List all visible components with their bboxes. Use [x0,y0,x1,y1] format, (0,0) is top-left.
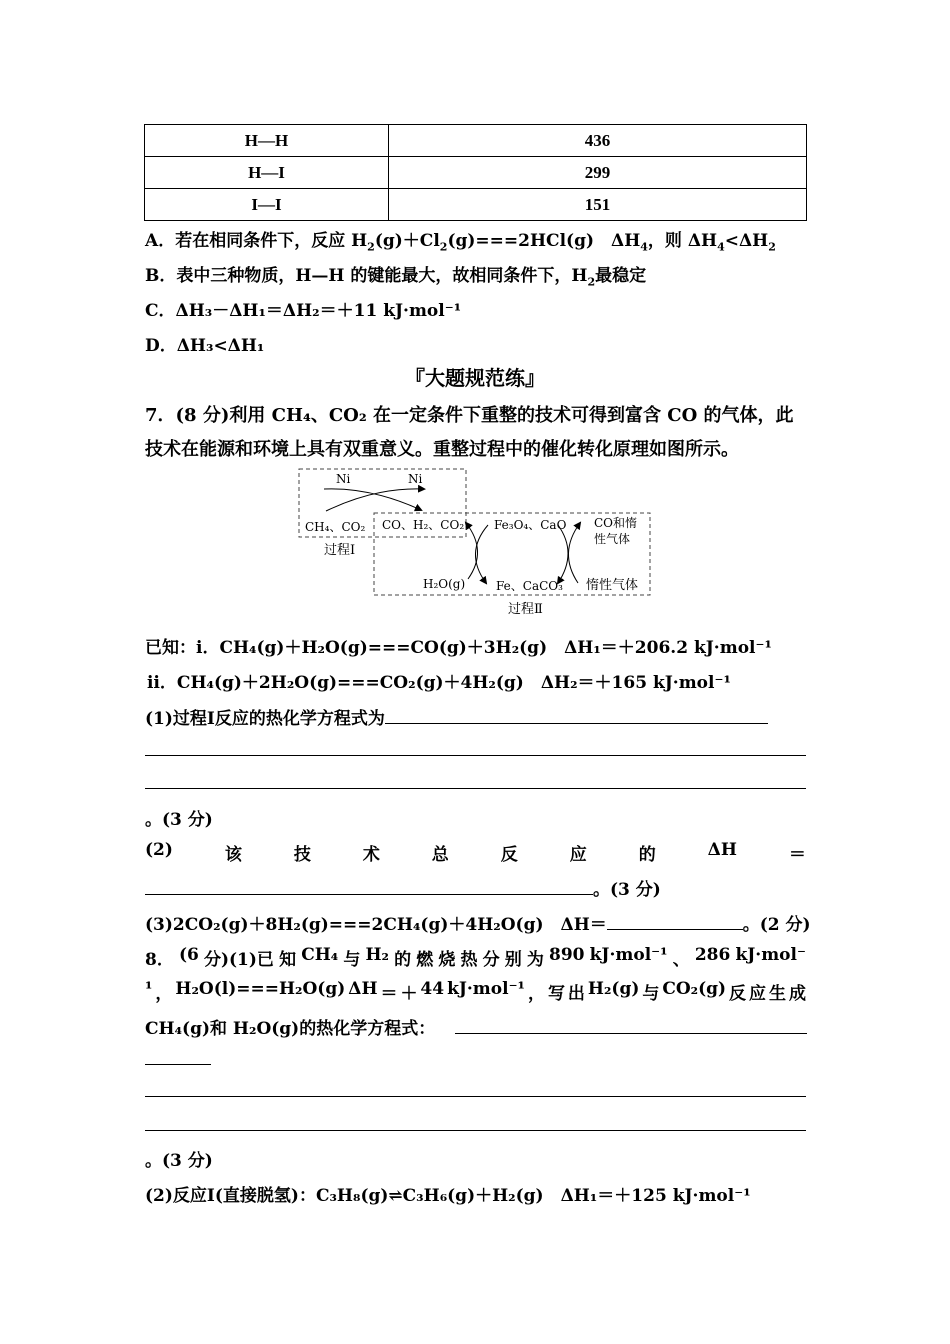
q7-sub1-score: 。(3 分) [145,810,213,830]
q8-line2-word: 反 [729,984,747,1004]
table-row [145,125,807,157]
q8-line1-word: kJ·mol⁻¹ [589,945,668,965]
known-i: 已知：ⅰ．CH₄(g)＋H₂O(g)===CO(g)＋3H₂(g) ΔH₁＝＋206.2 kJ·mol⁻¹ [145,638,772,658]
answer-blank[interactable] [145,876,593,895]
q8-line2-word: H₂(g) [587,979,640,999]
fe3o4-label: Fe₃O₄、CaO [494,518,567,532]
q8-line1-word: (6 [178,945,199,965]
q8-line1-word: 热 [460,950,478,970]
q8-line2-word: 与 [642,984,660,1004]
q8-line2-word: CO₂(g) [662,979,727,999]
q8-line1-word: 为 [526,950,544,970]
co-inert-label-2: 性气体 [594,532,631,546]
bond-name-cell: H—I [145,157,389,189]
q7-sub2-word: ΔH [707,840,737,860]
catalysis-diagram [296,465,656,620]
q7-sub2-score: 。(3 分) [593,880,661,900]
q8-line1-word: 燃 [416,950,434,970]
q7-sub2-word: 应 [569,845,587,865]
q7-sub2-word: ＝ [788,845,806,865]
q7-line1: 7．(8 分)利用 CH₄、CO₂ 在一定条件下重整的技术可得到富含 CO 的气体，此 [145,405,794,426]
answer-blank[interactable] [145,1046,211,1065]
table-row [145,157,807,189]
option-a-prefix: A．若在相同条件下，反应 H [145,231,368,251]
q8-line1-word: 890 [549,945,585,965]
q7-sub2-word: (2) [145,840,173,860]
ni-right: Ni [408,472,423,486]
option-a-mid2: (g)===2HCl(g) ΔH [447,231,641,251]
q8-line1-word: 8． [145,950,174,970]
answer-blank[interactable] [385,705,768,724]
q8-line2-word: ＋ [400,984,418,1004]
mixture-label: CO、H₂、CO₂ [382,518,465,532]
q8-line2-word: ， [155,984,173,1004]
q8-line1-word: 、 [672,950,690,970]
q8-line2-word: H₂O(l)===H₂O(g) [175,979,346,999]
bond-energy-cell: 151 [389,189,807,221]
q8-line2-word: ¹ [145,979,153,999]
ni-left: Ni [336,472,351,486]
h2o-label: H₂O(g) [423,577,466,591]
q8-line1-word: 烧 [438,950,456,970]
q7-sub2-word: 该 [224,845,242,865]
q7-sub2-word: 反 [500,845,518,865]
q8-line2-word: ΔH [348,979,378,999]
q8-line3-cont [145,1046,211,1070]
q7-sub2-word: 术 [362,845,380,865]
q8-sub2: (2)反应Ⅰ(直接脱氢)：C₃H₈(g)⇌C₃H₆(g)＋H₂(g) ΔH₁＝＋125 kJ·mol⁻¹ [145,1186,751,1206]
option-b-prefix: B．表中三种物质，H—H 的键能最大，故相同条件下，H [145,266,588,286]
q8-line1-word: 别 [504,950,522,970]
answer-line[interactable] [145,1130,806,1131]
q8-line3-text: CH₄(g)和 H₂O(g)的热化学方程式： [145,1019,436,1039]
q8-line1-word: 分 [482,950,500,970]
process1-label: 过程Ⅰ [324,543,356,558]
option-a-tail: <ΔH [724,231,769,251]
q8-line2-word: 写 [547,984,565,1004]
q8-line2 [145,979,806,1004]
section-title: 『大题规范练』 [405,366,545,390]
q8-line1-word: 分)(1)已 [203,950,274,970]
q7-sub2-word: 的 [638,845,656,865]
arrow-ni-1 [324,489,421,510]
answer-line[interactable] [145,755,806,756]
arrow-right-up [568,523,580,583]
option-a-mid1: (g)＋Cl [374,231,440,251]
q7-sub2-answer [145,875,661,900]
q8-line1-word: CH₄ [301,945,339,965]
q7-sub3 [145,910,811,935]
arrow-right-down [558,525,568,583]
answer-line[interactable] [145,788,806,789]
co-inert-label-1: CO和惰 [594,516,638,530]
bond-name-cell: H—H [145,125,389,157]
q8-line1-word: kJ·mol⁻ [735,945,806,965]
q7-sub3-text: (3)2CO₂(g)＋8H₂(g)===2CH₄(g)＋4H₂O(g) ΔH＝ [145,915,607,935]
q8-line2-word: 应 [749,984,767,1004]
option-a-mid3: ，则 ΔH [647,231,718,251]
option-b: B．表中三种物质，H—H 的键能最大，故相同条件下，$H_2$最稳定 [145,266,647,289]
q7-sub2-word: 总 [431,845,449,865]
option-b-tail: 最稳定 [595,266,647,286]
q8-line1-word: 与 [343,950,361,970]
process2-label: 过程Ⅱ [508,602,543,617]
q8-line2-word: 出 [567,984,585,1004]
q8-line2-word: 生 [768,984,786,1004]
inert-label: 惰性气体 [586,578,639,593]
option-a: A．若在相同条件下，反应 $H_2(g)+Cl_2(g)===2HCl(g)$ $\Delta H_4$，则 $\Delta H_4<\Delta H_2$ [145,231,776,254]
bond-energy-cell: 436 [389,125,807,157]
q8-line2-word: ＝ [380,984,398,1004]
q8-line1-word: 知 [279,950,297,970]
q8-line2-word: 44 [420,979,445,999]
q7-sub3-score: 。(2 分) [742,915,811,935]
reactants-label: CH₄、CO₂ [305,520,366,534]
q8-line2-word: kJ·mol⁻¹ [447,979,526,999]
bond-energy-table [144,124,807,221]
answer-line[interactable] [145,1096,806,1097]
known-ii: ⅱ．CH₄(g)＋2H₂O(g)===CO₂(g)＋4H₂(g) ΔH₂＝＋165 kJ·mol⁻¹ [147,673,731,693]
fe-caco3-label: Fe、CaCO₃ [496,579,563,593]
option-c: C．ΔH₃－ΔH₁＝ΔH₂＝＋11 kJ·mol⁻¹ [145,301,462,321]
answer-blank[interactable] [455,1015,807,1034]
option-d: D．ΔH₃<ΔH₁ [145,336,265,356]
q7-line2: 技术在能源和环境上具有双重意义。重整过程中的催化转化原理如图所示。 [145,439,739,460]
arrow-ni-2 [326,489,424,511]
q7-sub1 [145,704,768,729]
q8-line1-word: 的 [394,950,412,970]
q7-sub1-text: (1)过程Ⅰ反应的热化学方程式为 [145,709,385,729]
q7-sub2 [145,840,806,865]
answer-blank[interactable] [607,911,743,930]
q8-line1-word: 286 [694,945,731,965]
bond-energy-cell: 299 [389,157,807,189]
q8-line1 [145,945,806,970]
bond-name-cell: I—I [145,189,389,221]
q8-line2-word: 成 [788,984,806,1004]
q8-score1: 。(3 分) [145,1151,213,1171]
q8-line1-word: H₂ [365,945,389,965]
q7-sub2-word: 技 [293,845,311,865]
q8-line2-word: ， [527,984,545,1004]
q8-line3 [145,1014,807,1039]
table-row [145,189,807,221]
